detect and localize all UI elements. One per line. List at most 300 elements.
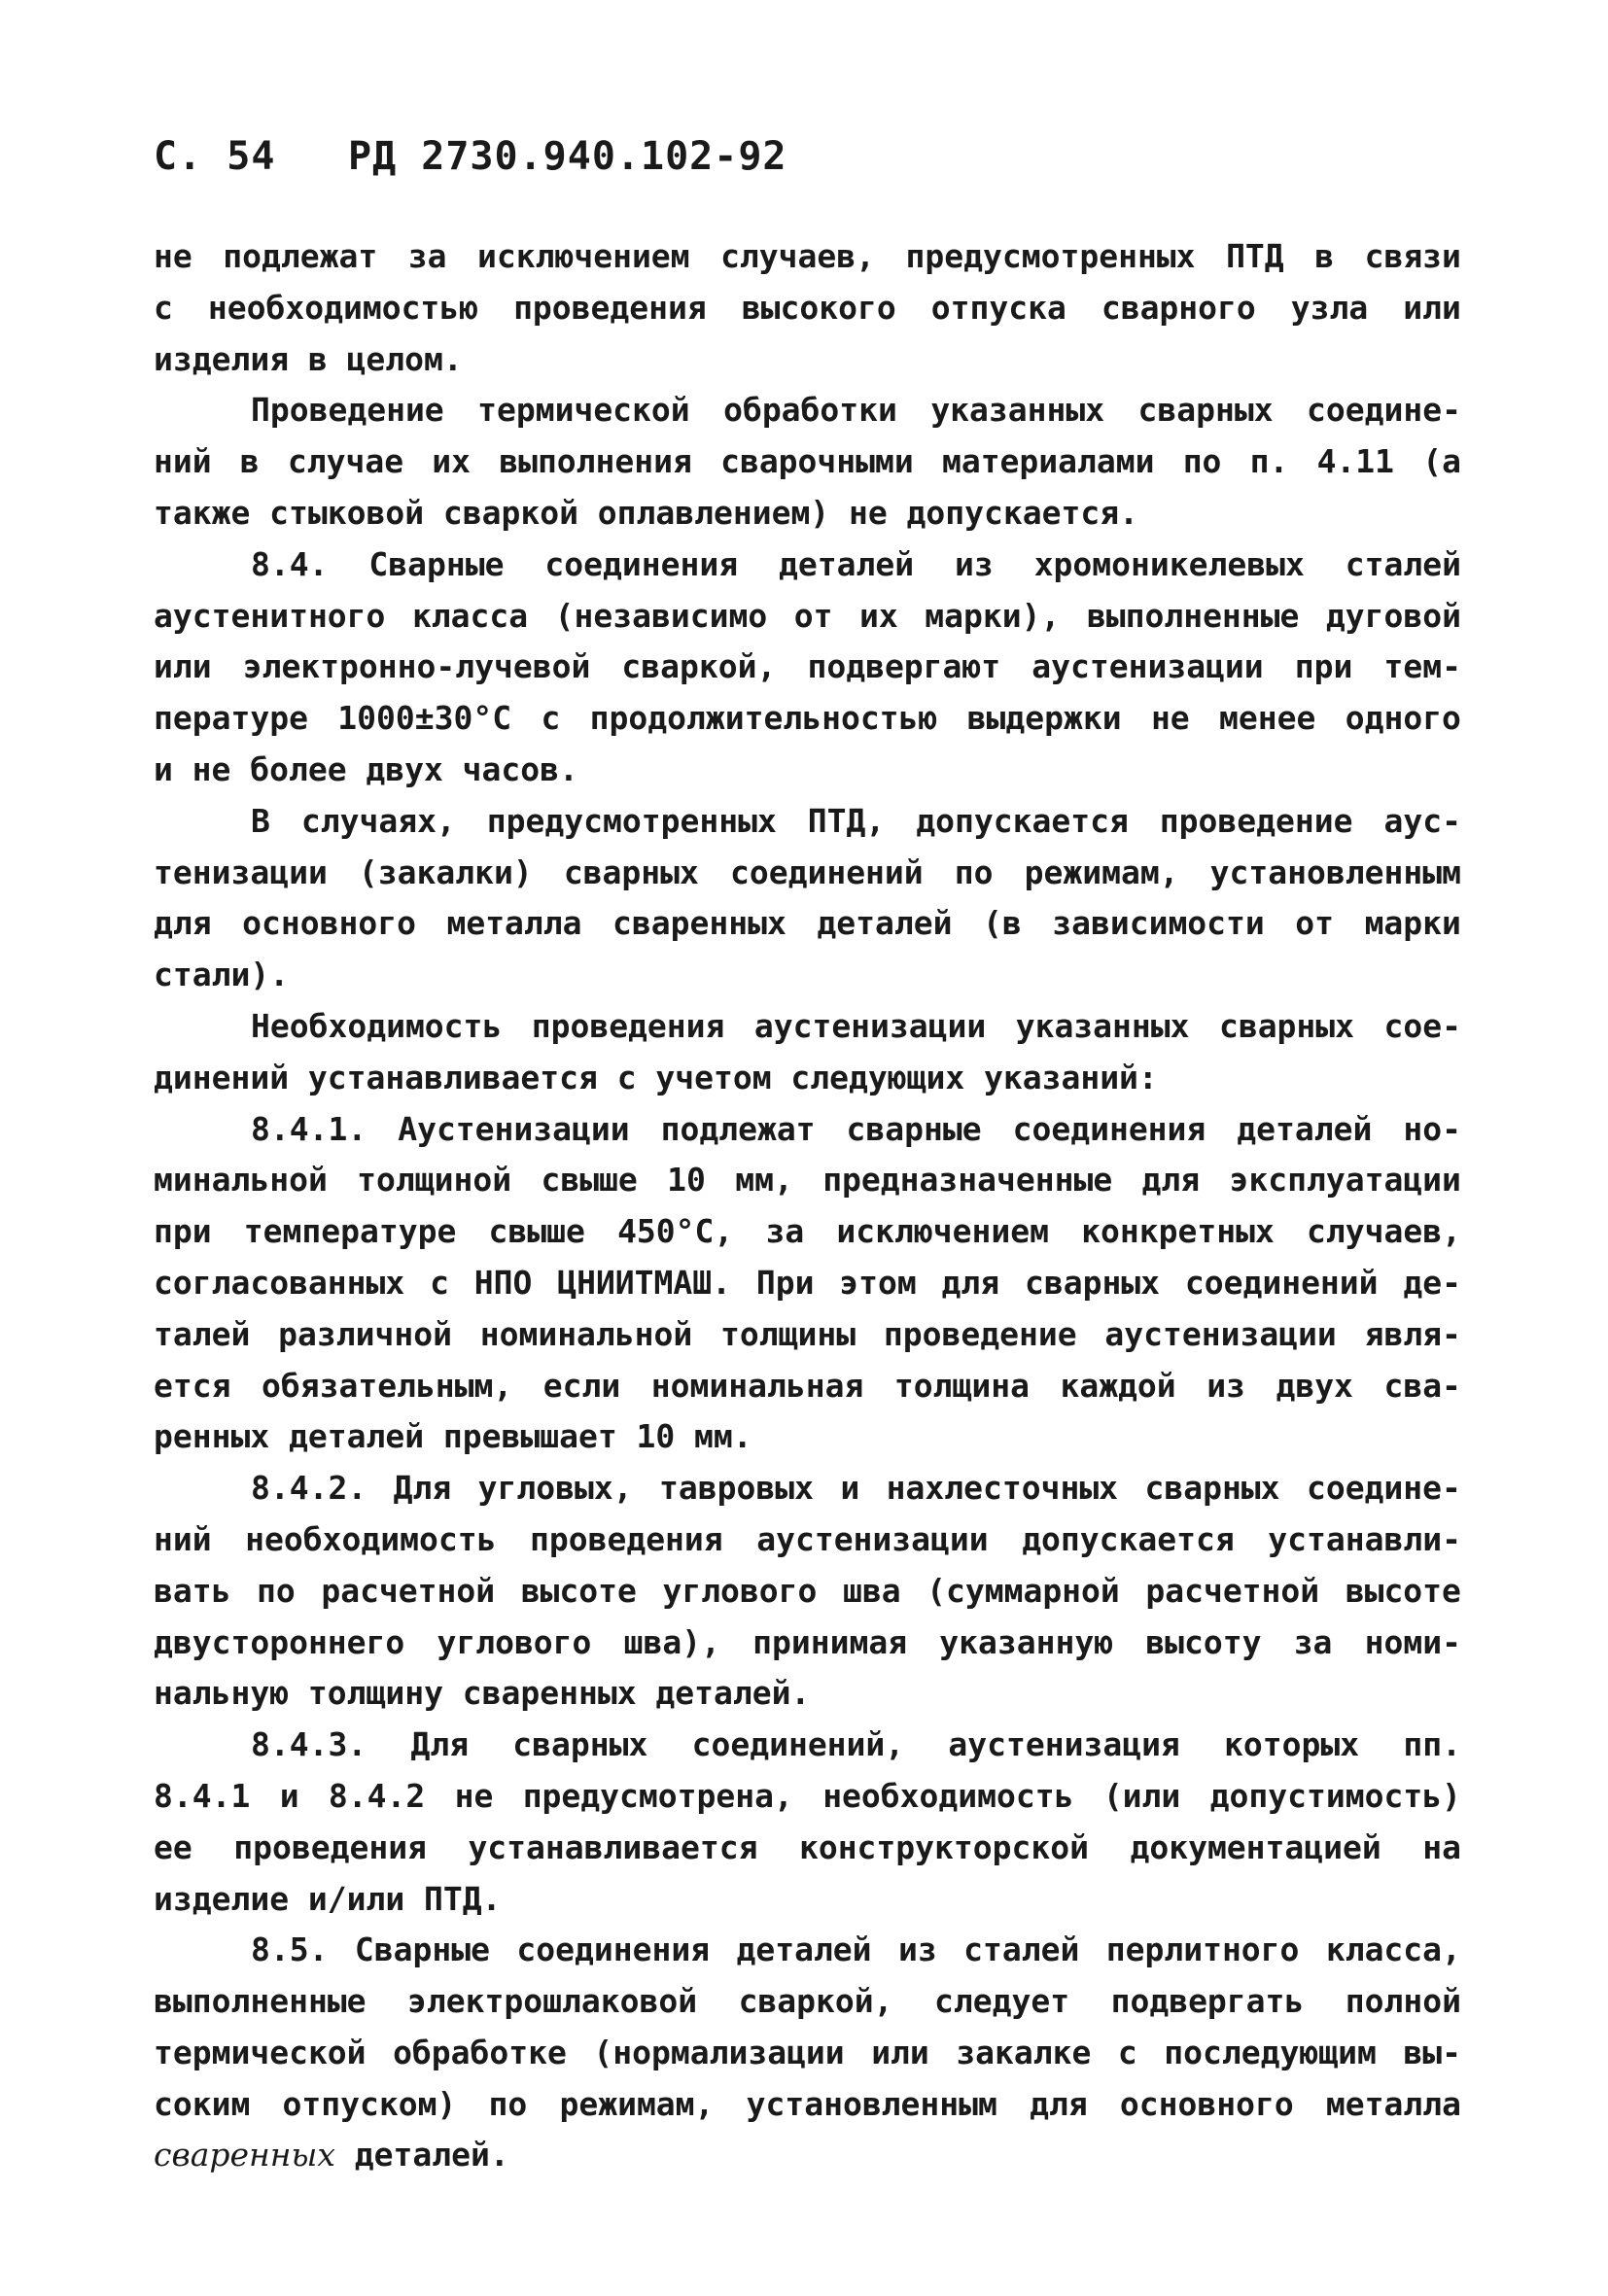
text-line xyxy=(154,591,1461,643)
word: высоте xyxy=(1345,1571,1461,1610)
word: изделия xyxy=(154,339,290,378)
word: их xyxy=(432,442,472,481)
word: из xyxy=(955,544,994,583)
word: проведение xyxy=(1159,801,1353,840)
word: номинальная xyxy=(650,1366,864,1405)
word: аустенизации xyxy=(753,1006,987,1045)
word: сварных xyxy=(563,852,699,891)
word: этом xyxy=(839,1263,917,1302)
word: от xyxy=(793,596,833,635)
word: одного xyxy=(1345,699,1461,738)
word: режимам, xyxy=(559,2084,715,2123)
word: шва xyxy=(842,1571,901,1610)
word: Аустенизации xyxy=(398,1109,630,1148)
word: оплавлением) xyxy=(597,493,830,532)
word: марки), xyxy=(925,596,1061,635)
word: подвергают xyxy=(807,647,1001,686)
word: но- xyxy=(1403,1109,1461,1148)
word: ется xyxy=(154,1366,231,1405)
word: двух xyxy=(366,749,443,788)
word: класса, xyxy=(1325,1931,1461,1969)
word: сталей xyxy=(1345,544,1461,583)
word: (нормализации xyxy=(593,2033,845,2071)
word: по xyxy=(257,1571,296,1610)
word: для xyxy=(1030,2084,1088,2123)
text-line xyxy=(154,693,1461,745)
word: выполнения xyxy=(499,442,692,481)
word: или xyxy=(1403,288,1461,327)
word: не xyxy=(154,237,192,275)
word: деталей xyxy=(1237,1109,1373,1148)
word: деталей xyxy=(736,1931,872,1969)
word: п. xyxy=(1249,442,1289,481)
text-line xyxy=(154,1771,1461,1823)
word: с xyxy=(154,288,173,327)
word: сварных xyxy=(1137,391,1274,430)
word: пературе xyxy=(154,699,308,738)
word: деталей xyxy=(289,1417,425,1456)
word: соким xyxy=(154,2084,251,2123)
word: тавровых xyxy=(659,1469,814,1508)
word: Проведение xyxy=(251,391,444,430)
word: и xyxy=(840,1469,860,1508)
word: сваренных xyxy=(462,1674,637,1713)
word: допускается xyxy=(1022,1519,1235,1558)
word: допустимость) xyxy=(1209,1776,1461,1815)
text-line xyxy=(154,848,1461,899)
word: документацией xyxy=(1130,1827,1381,1866)
word: сварных xyxy=(1024,1263,1161,1302)
word: допускается xyxy=(916,801,1129,840)
word: отпуском) xyxy=(282,2084,457,2123)
text-line xyxy=(154,950,1461,1001)
text-line xyxy=(154,1053,1461,1104)
page-number: С. 54 xyxy=(154,134,276,179)
word: также xyxy=(154,493,251,532)
word: металла xyxy=(1325,2084,1461,2123)
word: выдержки xyxy=(966,699,1122,738)
text-line xyxy=(154,539,1461,591)
word: сваркой, xyxy=(621,647,777,686)
word: соедине- xyxy=(1307,391,1461,430)
word: соедине- xyxy=(1306,1469,1461,1508)
word: последующим xyxy=(1164,2033,1377,2071)
word: (закалки) xyxy=(358,852,533,891)
text-line xyxy=(154,488,1461,539)
word: сварных xyxy=(1218,1006,1355,1045)
word: де- xyxy=(1403,1263,1461,1302)
word: класса xyxy=(411,596,529,635)
word: 8.4.1 xyxy=(154,1776,251,1815)
word: с xyxy=(541,699,561,738)
word: случаях, xyxy=(300,801,456,840)
word: которых xyxy=(1224,1725,1360,1764)
word: аустенитного xyxy=(154,596,386,635)
word: стыковой xyxy=(269,493,425,532)
word: отпуска xyxy=(930,288,1066,327)
word: устанавливается xyxy=(468,1827,758,1866)
word: перлитного xyxy=(1105,1931,1300,1969)
word: за xyxy=(1293,1622,1333,1661)
word: расчетной xyxy=(321,1571,496,1610)
word: нальную xyxy=(154,1674,290,1713)
word: 450°С, xyxy=(617,1212,734,1251)
word: (суммарной xyxy=(926,1571,1120,1610)
word: 10 xyxy=(636,1417,676,1456)
word: двух xyxy=(1276,1366,1353,1405)
word: аустенизация xyxy=(948,1725,1180,1764)
word: НПО xyxy=(473,1263,533,1302)
word: устанавли- xyxy=(1268,1519,1461,1558)
word: сваркой, xyxy=(738,1982,893,2021)
word: исключением xyxy=(836,1212,1049,1251)
word: связи xyxy=(1364,237,1461,275)
word: минальной xyxy=(154,1161,328,1200)
word: целом. xyxy=(346,339,463,378)
text-line xyxy=(154,231,1461,283)
word: в xyxy=(307,339,328,378)
word: деталей xyxy=(779,544,915,583)
word: талей xyxy=(154,1314,251,1353)
word: если xyxy=(542,1366,621,1405)
word: 8.5. xyxy=(251,1931,329,1969)
word: и xyxy=(279,1776,299,1815)
word: Для xyxy=(410,1725,470,1764)
word: аустенизации xyxy=(756,1519,989,1558)
word: ПТД xyxy=(1226,237,1284,275)
text-line xyxy=(154,1925,1461,1976)
word: 1000±30°С xyxy=(337,699,512,738)
word: В xyxy=(251,801,270,840)
word: учетом xyxy=(655,1058,772,1096)
word: обработке xyxy=(393,2033,567,2071)
text-line xyxy=(154,1104,1461,1156)
word: сое- xyxy=(1383,1006,1461,1045)
word: 8.4.1. xyxy=(251,1109,367,1148)
word: 8.4.3. xyxy=(251,1725,367,1764)
word: динений xyxy=(154,1058,290,1096)
word: проведения xyxy=(233,1827,427,1866)
word: за xyxy=(407,237,447,275)
word: деталей. xyxy=(655,1674,811,1713)
word: соединения xyxy=(516,1931,711,1969)
word: дуговой xyxy=(1325,596,1461,635)
word: марки xyxy=(1364,904,1461,943)
word: ний xyxy=(154,442,212,481)
word: зависимости xyxy=(1052,904,1265,943)
word: принимая xyxy=(752,1622,908,1661)
word: Сварные xyxy=(368,544,505,583)
word: Сварные xyxy=(354,1931,490,1969)
word: соединения xyxy=(1012,1109,1206,1148)
word: с xyxy=(1117,2033,1137,2071)
word: углового xyxy=(437,1622,592,1661)
word: согласованных xyxy=(154,1263,405,1302)
text-line xyxy=(154,2130,1461,2181)
document-code: РД 2730.940.102-92 xyxy=(348,134,787,179)
word: аустенизации xyxy=(1104,1314,1337,1353)
word: тенизации xyxy=(154,852,328,891)
word: углового xyxy=(662,1571,818,1610)
text-line xyxy=(154,1001,1461,1053)
word: аус- xyxy=(1383,801,1461,840)
word: ее xyxy=(154,1827,192,1866)
text-line xyxy=(154,796,1461,848)
word: (а xyxy=(1422,442,1461,481)
word: сварных xyxy=(512,1725,648,1764)
word: за xyxy=(765,1212,805,1251)
word: материалами xyxy=(941,442,1155,481)
word: Необходимость xyxy=(251,1006,503,1045)
word: допускается. xyxy=(906,493,1138,532)
word: шва), xyxy=(623,1622,720,1661)
word: из xyxy=(1206,1366,1245,1405)
word: случаев, xyxy=(720,237,876,275)
word: от xyxy=(1295,904,1335,943)
text-line xyxy=(154,1720,1461,1771)
word: предназначенные xyxy=(822,1161,1113,1200)
text-line xyxy=(154,1566,1461,1618)
text-line xyxy=(154,385,1461,436)
word: 10 xyxy=(667,1161,706,1200)
text-line xyxy=(154,2028,1461,2079)
text-line xyxy=(154,283,1461,334)
text-line xyxy=(154,898,1461,950)
word: 8.4.2 xyxy=(328,1776,426,1815)
text-line xyxy=(154,1309,1461,1361)
text-line xyxy=(154,1361,1461,1412)
word: в xyxy=(239,442,260,481)
word: (или xyxy=(1102,1776,1181,1815)
word: предусмотрена, xyxy=(522,1776,793,1815)
word: каждой xyxy=(1060,1366,1176,1405)
word: исключением xyxy=(477,237,690,275)
text-line xyxy=(154,1155,1461,1206)
text-line xyxy=(154,1463,1461,1514)
word: мм, xyxy=(735,1161,793,1200)
word: свыше xyxy=(541,1161,638,1200)
word: тем- xyxy=(1383,647,1461,686)
word: При xyxy=(755,1263,815,1302)
word: ПТД, xyxy=(807,801,886,840)
word: для xyxy=(941,1263,1000,1302)
word: толщиной xyxy=(357,1161,512,1200)
word: номинальной xyxy=(479,1314,693,1353)
word: указанную xyxy=(939,1622,1114,1661)
word: нахлесточных xyxy=(886,1469,1119,1508)
word: основного xyxy=(1119,2084,1294,2123)
word: толщина xyxy=(893,1366,1030,1405)
text-line xyxy=(154,745,1461,796)
word: с xyxy=(616,1058,637,1096)
word: стали). xyxy=(154,956,290,994)
word: подвергать xyxy=(1110,1982,1305,2021)
word: и/или xyxy=(307,1879,405,1918)
text-line xyxy=(154,1823,1461,1874)
word: расчетной xyxy=(1145,1571,1320,1610)
word: подлежат xyxy=(660,1109,816,1148)
word: эксплуатации xyxy=(1229,1161,1461,1200)
word: температуре xyxy=(243,1212,457,1251)
word: указаний: xyxy=(983,1058,1158,1096)
word: свыше xyxy=(488,1212,585,1251)
word: аустенизации xyxy=(1031,647,1264,686)
word: деталей. xyxy=(354,2136,509,2174)
word: проведение xyxy=(883,1314,1077,1353)
word: не xyxy=(1150,699,1190,738)
word: необходимость xyxy=(822,1776,1074,1815)
word: соединений, xyxy=(691,1725,905,1764)
word: хромоникелевых xyxy=(1033,544,1305,583)
word: сваренных xyxy=(154,2136,335,2174)
word: сварные xyxy=(846,1109,982,1148)
word: предусмотренных xyxy=(486,801,777,840)
word: по xyxy=(488,2084,528,2123)
text-line xyxy=(154,642,1461,693)
word: вать xyxy=(154,1571,231,1610)
text-line xyxy=(154,1258,1461,1309)
text-line xyxy=(154,1514,1461,1566)
word: менее xyxy=(1219,699,1316,738)
word: сва- xyxy=(1383,1366,1461,1405)
word: высоте xyxy=(520,1571,637,1610)
word: (независимо xyxy=(554,596,768,635)
word: при xyxy=(1294,647,1353,686)
word: конкретных xyxy=(1081,1212,1275,1251)
word: соединения xyxy=(544,544,739,583)
word: случаев, xyxy=(1307,1212,1461,1251)
word: двустороннего xyxy=(154,1622,405,1661)
word: закалке xyxy=(956,2033,1092,2071)
word: 4.11 xyxy=(1316,442,1395,481)
word: обязательным, xyxy=(262,1366,513,1405)
word: термической xyxy=(154,2033,367,2071)
word: ренных xyxy=(154,1417,270,1456)
word: толщину xyxy=(307,1674,443,1713)
word: полной xyxy=(1345,1982,1461,2021)
body-text xyxy=(154,231,1461,2181)
word: мм. xyxy=(694,1417,752,1456)
word: Для xyxy=(393,1469,452,1508)
word: ПТД. xyxy=(424,1879,502,1918)
word: высоту xyxy=(1145,1622,1262,1661)
word: соединений xyxy=(729,852,924,891)
word: и xyxy=(154,749,173,788)
word: ний xyxy=(154,1519,212,1558)
page-header xyxy=(154,134,787,179)
word: проведения xyxy=(513,288,707,327)
text-line xyxy=(154,2079,1461,2131)
word: сварочными xyxy=(720,442,914,481)
word: по xyxy=(1182,442,1222,481)
word: предусмотренных xyxy=(905,237,1196,275)
word: их xyxy=(859,596,898,635)
word: для xyxy=(1141,1161,1201,1200)
word: 8.4.2. xyxy=(251,1469,367,1508)
word: конструкторской xyxy=(798,1827,1089,1866)
word: часов. xyxy=(462,749,578,788)
word: или xyxy=(154,647,212,686)
text-line xyxy=(154,1874,1461,1926)
word: сваркой xyxy=(442,493,578,532)
word: для xyxy=(154,904,212,943)
word: деталей xyxy=(817,904,953,943)
word: соединений xyxy=(1184,1263,1379,1302)
text-line xyxy=(154,1976,1461,2028)
word: указанных xyxy=(930,391,1105,430)
word: более xyxy=(250,749,347,788)
word: изделие xyxy=(154,1879,290,1918)
word: выполненные xyxy=(1086,596,1300,635)
word: при xyxy=(154,1212,212,1251)
word: не xyxy=(454,1776,494,1815)
word: не xyxy=(192,749,231,788)
word: по xyxy=(954,852,994,891)
word: высокого xyxy=(741,288,896,327)
word: необходимость xyxy=(245,1519,497,1558)
word: пп. xyxy=(1403,1725,1461,1764)
word: на xyxy=(1422,1827,1461,1866)
text-line xyxy=(154,1668,1461,1720)
word: режимам, xyxy=(1024,852,1179,891)
word: следующих xyxy=(790,1058,965,1096)
word: обработки xyxy=(723,391,897,430)
word: установленным xyxy=(746,2084,997,2123)
word: 8.4. xyxy=(251,544,329,583)
word: толщины xyxy=(720,1314,856,1353)
word: выполненные xyxy=(154,1982,367,2021)
word: ЦНИИТМАШ. xyxy=(557,1263,732,1302)
word: в xyxy=(1314,237,1335,275)
word: металла xyxy=(446,904,582,943)
word: необходимостью xyxy=(207,288,479,327)
word: проведения xyxy=(529,1519,723,1558)
text-line xyxy=(154,334,1461,386)
word: (в xyxy=(982,904,1022,943)
word: сталей xyxy=(963,1931,1080,1969)
word: устанавливается xyxy=(307,1058,598,1096)
word: с xyxy=(430,1263,449,1302)
word: вы- xyxy=(1403,2033,1461,2071)
text-line xyxy=(154,1618,1461,1669)
word: номи- xyxy=(1364,1622,1461,1661)
word: угловых, xyxy=(477,1469,633,1508)
text-line xyxy=(154,436,1461,488)
word: сварного xyxy=(1101,288,1256,327)
word: сварных xyxy=(1144,1469,1280,1508)
word: термической xyxy=(477,391,690,430)
word: явля- xyxy=(1364,1314,1461,1353)
word: узла xyxy=(1290,288,1369,327)
text-line xyxy=(154,1206,1461,1258)
word: проведения xyxy=(531,1006,725,1045)
word: различной xyxy=(278,1314,452,1353)
word: установленным xyxy=(1209,852,1461,891)
word: основного xyxy=(242,904,416,943)
word: следует xyxy=(934,1982,1070,2021)
word: из xyxy=(897,1931,937,1969)
word: электронно-лучевой xyxy=(242,647,591,686)
word: превышает xyxy=(442,1417,617,1456)
word: или xyxy=(871,2033,929,2071)
word: продолжительностью xyxy=(589,699,938,738)
word: указанных xyxy=(1015,1006,1190,1045)
word: подлежат xyxy=(223,237,378,275)
text-line xyxy=(154,1411,1461,1463)
word: электрошлаковой xyxy=(407,1982,698,2021)
word: случае xyxy=(287,442,404,481)
word: сваренных xyxy=(612,904,787,943)
